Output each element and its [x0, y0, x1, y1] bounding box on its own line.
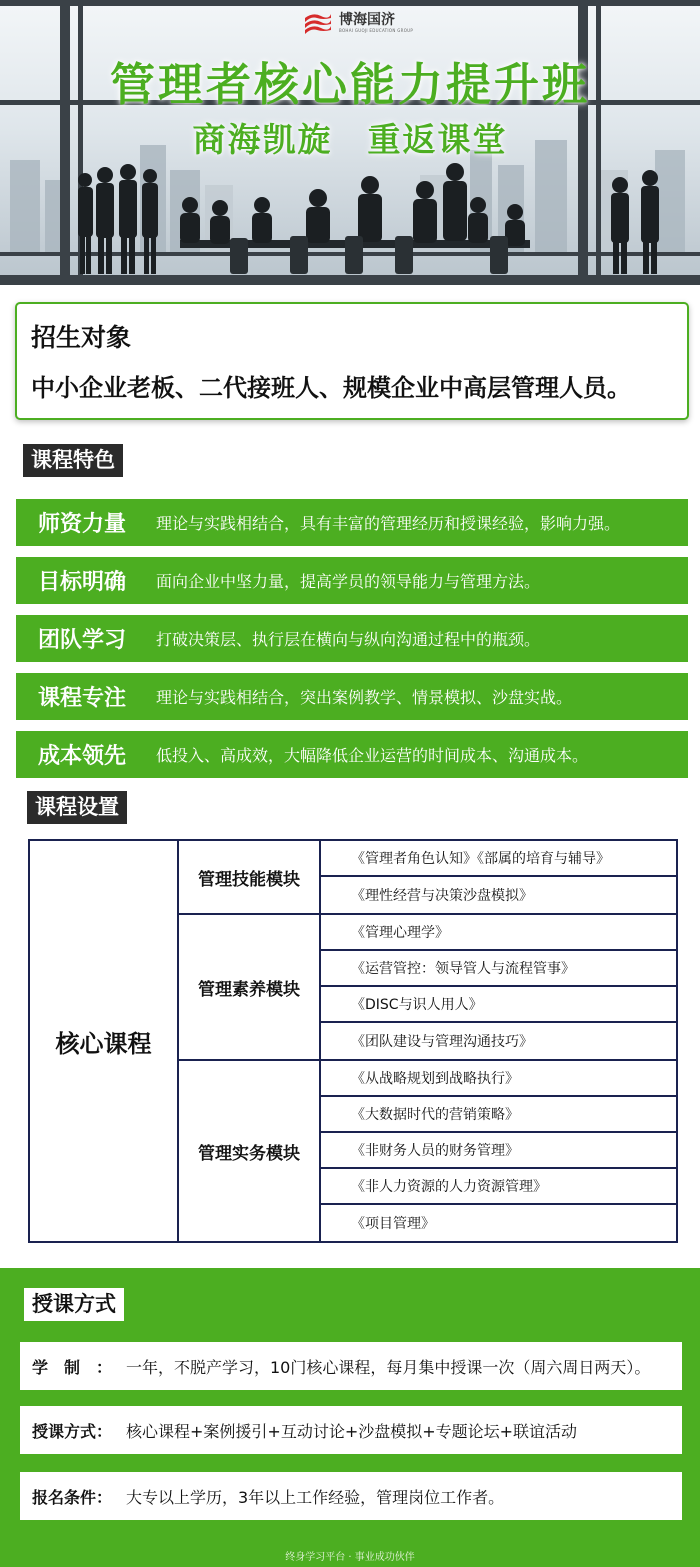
course-item: 《非人力资源的人力资源管理》 [321, 1169, 676, 1205]
method-row [20, 1342, 682, 1390]
method-label: 报名条件： [32, 1487, 113, 1507]
feature-desc: 打破决策层、执行层在横向与纵向沟通过程中的瓶颈。 [156, 630, 541, 649]
course-item: 《大数据时代的营销策略》 [321, 1097, 676, 1133]
module-row [179, 841, 676, 915]
curriculum-table [28, 839, 678, 1243]
hero-banner [0, 0, 700, 285]
course-item: 《非财务人员的财务管理》 [321, 1133, 676, 1169]
module-row [179, 1061, 676, 1241]
course-item: 《项目管理》 [351, 1216, 435, 1232]
core-course-label: 核心课程 [30, 841, 179, 1241]
feature-item [16, 499, 688, 546]
target-text: 中小企业老板、二代接班人、规模企业中高层管理人员。 [31, 374, 631, 402]
module-name: 管理技能模块 [179, 841, 321, 913]
features-header: 课程特色 [23, 444, 123, 477]
course-item: 《管理者角色认知》《部属的培育与辅导》 [321, 841, 676, 877]
module-row [179, 915, 676, 1061]
feature-name: 团队学习 [37, 628, 126, 653]
method-value: 一年，不脱产学习，10门核心课程，每月集中授课一次（周六周日两天）。 [126, 1357, 651, 1377]
course-item: 《DISC与识人用人》 [321, 987, 676, 1023]
method-label: 授课方式： [32, 1421, 113, 1441]
method-label: 学制： [32, 1357, 129, 1377]
method-value: 核心课程+案例援引+互动讨论+沙盘模拟+专题论坛+联谊活动 [126, 1421, 578, 1441]
method-row [20, 1406, 682, 1454]
course-list [321, 841, 676, 913]
method-row [20, 1472, 682, 1520]
feature-name: 师资力量 [37, 512, 126, 537]
feature-item [16, 615, 688, 662]
features-list [16, 499, 688, 789]
wave-logo-icon [303, 12, 333, 34]
feature-name: 成本领先 [37, 744, 126, 769]
feature-item [16, 731, 688, 778]
feature-desc: 理论与实践相结合，具有丰富的管理经历和授课经验，影响力强。 [156, 514, 621, 533]
module-list [179, 841, 676, 1241]
module-name: 管理实务模块 [179, 1061, 321, 1241]
feature-desc: 面向企业中坚力量，提高学员的领导能力与管理方法。 [156, 572, 541, 591]
course-item: 《团队建设与管理沟通技巧》 [351, 1034, 533, 1050]
logo-text: 博海国济 [339, 12, 395, 28]
course-item: 《理性经营与决策沙盘模拟》 [351, 888, 533, 904]
feature-item [16, 673, 688, 720]
feature-name: 目标明确 [37, 570, 126, 595]
course-list [321, 915, 676, 1059]
teaching-method-section [0, 1268, 700, 1567]
brand-logo [303, 12, 413, 34]
feature-name: 课程专注 [37, 686, 126, 711]
target-audience-box [15, 302, 689, 420]
logo-subtext: BOHAI GUOJI EDUCATION GROUP [339, 28, 414, 33]
course-item: 《运营管控：领导管人与流程管事》 [321, 951, 676, 987]
feature-item [16, 557, 688, 604]
hero-title: 管理者核心能力提升班 [109, 58, 590, 111]
feature-desc: 低投入、高成效，大幅降低企业运营的时间成本、沟通成本。 [156, 746, 589, 765]
course-item: 《管理心理学》 [321, 915, 676, 951]
method-header: 授课方式 [24, 1288, 124, 1321]
hero-subtitle: 商海凯旋 重返课堂 [192, 120, 508, 159]
course-item: 《从战略规划到战略执行》 [321, 1061, 676, 1097]
curriculum-header: 课程设置 [27, 791, 127, 824]
footer-slogan: 终身学习平台 · 事业成功伙伴 [285, 1552, 415, 1563]
module-name: 管理素养模块 [179, 915, 321, 1059]
method-value: 大专以上学历，3年以上工作经验，管理岗位工作者。 [126, 1487, 505, 1507]
course-list [321, 1061, 676, 1241]
feature-desc: 理论与实践相结合，突出案例教学、情景模拟、沙盘实战。 [156, 688, 573, 707]
target-title: 招生对象 [31, 323, 132, 352]
